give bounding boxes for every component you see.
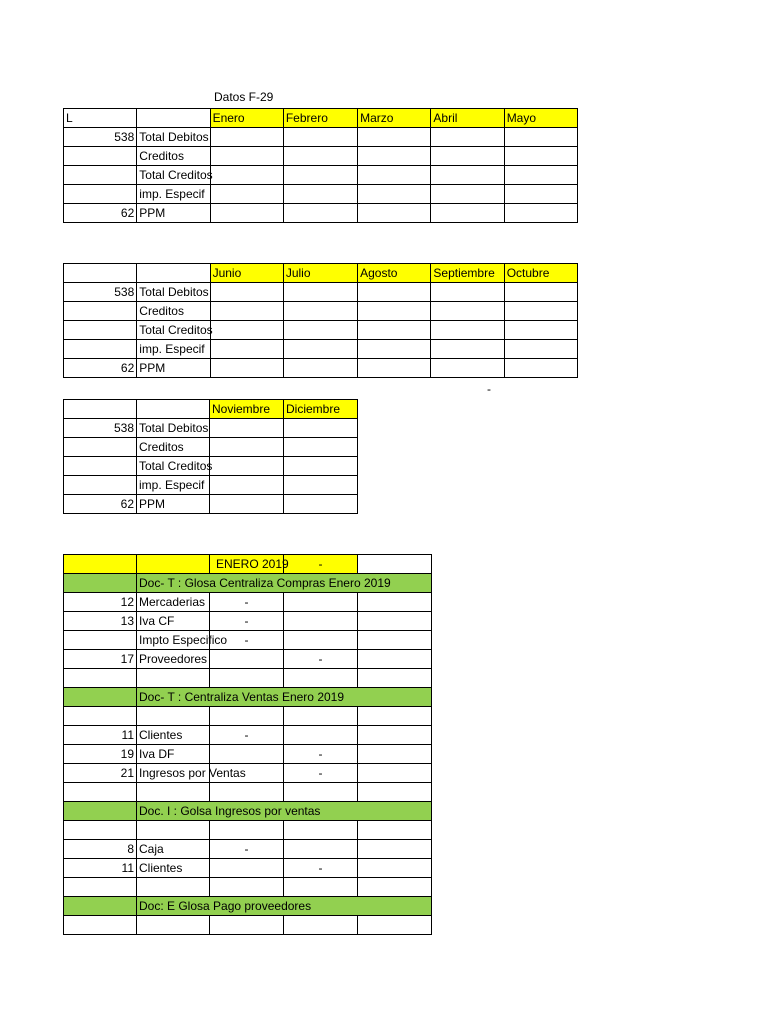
debit-cell (210, 745, 284, 764)
value-cell (283, 147, 357, 166)
row-label-text: Total Creditos (139, 323, 213, 337)
row-label (137, 476, 210, 495)
f29-table-junio-octubre (63, 263, 578, 378)
value-cell (284, 438, 358, 457)
credit-cell (284, 783, 358, 802)
ledger-entry-row (64, 859, 432, 878)
account-code (64, 321, 137, 340)
value-cell (210, 495, 284, 514)
ledger-section-row (64, 688, 432, 707)
value-cell (210, 185, 283, 204)
value-cell (504, 340, 577, 359)
debit-cell (210, 859, 284, 878)
account-name-text: Mercaderias (139, 595, 206, 609)
account-code (64, 669, 137, 688)
value-cell (358, 340, 431, 359)
blank-cell (358, 783, 432, 802)
debit-cell (210, 878, 284, 897)
blank-cell (64, 802, 137, 821)
account-name-text: Clientes (139, 861, 183, 875)
value-cell (210, 147, 283, 166)
blank-cell (358, 669, 432, 688)
table-row (64, 476, 358, 495)
stray-dash: - (487, 382, 491, 396)
ledger-entry-row (64, 612, 432, 631)
ledger-entry-row (64, 650, 432, 669)
blank-cell (64, 574, 137, 593)
table-row (64, 283, 578, 302)
value-cell (283, 185, 357, 204)
row-label (137, 419, 210, 438)
corner-cell (64, 264, 137, 283)
row-label (137, 495, 210, 514)
row-label-text: PPM (139, 361, 166, 375)
ledger-dash: - (284, 555, 358, 574)
month-header: Abril (431, 109, 504, 128)
value-cell (210, 128, 283, 147)
table-row (64, 204, 578, 223)
value-cell (283, 359, 357, 378)
account-code (64, 631, 137, 650)
month-header: Marzo (358, 109, 431, 128)
month-header: Julio (283, 264, 357, 283)
table-row (64, 438, 358, 457)
account-code (64, 916, 137, 935)
f29-table-noviembre-diciembre (63, 399, 358, 514)
month-header: Octubre (504, 264, 577, 283)
value-cell (210, 204, 283, 223)
account-name-text: Clientes (139, 728, 183, 742)
value-cell (504, 185, 577, 204)
account-name (137, 650, 210, 669)
table-row (64, 185, 578, 204)
row-label (137, 128, 210, 147)
value-cell (283, 283, 357, 302)
sheet-title: Datos F-29 (214, 90, 274, 104)
section-title (137, 688, 432, 707)
blank-cell (358, 650, 432, 669)
value-cell (283, 204, 357, 223)
row-label-text: Creditos (139, 304, 184, 318)
row-label (137, 147, 210, 166)
credit-cell (284, 593, 358, 612)
ledger-entry-row (64, 840, 432, 859)
account-code: 11 (64, 726, 137, 745)
value-cell (358, 128, 431, 147)
credit-cell: - (284, 859, 358, 878)
debit-cell: - (210, 840, 284, 859)
debit-cell: - (210, 631, 284, 650)
blank-cell (358, 612, 432, 631)
value-cell (504, 359, 577, 378)
debit-cell: - (210, 593, 284, 612)
account-code (64, 457, 137, 476)
credit-cell (284, 840, 358, 859)
account-name (137, 764, 246, 783)
credit-cell (284, 612, 358, 631)
account-name-text: Impto Especifico (139, 633, 228, 647)
row-label-text: Total Debitos (139, 421, 209, 435)
blank-cell (358, 707, 432, 726)
value-cell (431, 359, 504, 378)
account-code (64, 340, 137, 359)
ledger-section-row (64, 574, 432, 593)
ledger-entry-row (64, 631, 432, 650)
ledger-entry-row (64, 669, 432, 688)
row-label-text: Total Debitos (139, 285, 209, 299)
value-cell (504, 147, 577, 166)
month-header-row (64, 264, 578, 283)
credit-cell (284, 707, 358, 726)
value-cell (283, 128, 357, 147)
account-code: 538 (64, 128, 137, 147)
debit-cell: - (210, 726, 284, 745)
row-label-text: PPM (139, 206, 166, 220)
section-title-text: Doc: E Glosa Pago proveedores (139, 899, 312, 913)
account-code: 62 (64, 495, 137, 514)
value-cell (283, 340, 357, 359)
account-code: 8 (64, 840, 137, 859)
blank-cell (358, 764, 432, 783)
value-cell (431, 147, 504, 166)
account-name (137, 631, 228, 650)
corner-cell (64, 400, 137, 419)
month-header: Agosto (358, 264, 431, 283)
section-title (137, 897, 432, 916)
ledger-title-text: ENERO 2019 (216, 557, 289, 571)
debit-cell (210, 669, 284, 688)
section-title (137, 802, 432, 821)
row-label (137, 204, 210, 223)
value-cell (431, 321, 504, 340)
account-code: 19 (64, 745, 137, 764)
account-code (64, 707, 137, 726)
f29-table-enero-mayo (63, 108, 578, 223)
account-name (137, 745, 210, 764)
table-row (64, 457, 358, 476)
blank-cell (358, 745, 432, 764)
account-code (64, 147, 137, 166)
table-row (64, 359, 578, 378)
month-header: Septiembre (431, 264, 504, 283)
account-name-text: Iva CF (139, 614, 175, 628)
account-code (64, 783, 137, 802)
value-cell (210, 321, 283, 340)
ledger-entry-row (64, 878, 432, 897)
blank-cell (358, 859, 432, 878)
table-row (64, 166, 578, 185)
blank-cell (358, 555, 432, 574)
value-cell (431, 128, 504, 147)
blank-cell (64, 555, 137, 574)
month-header: Febrero (283, 109, 357, 128)
table-row (64, 128, 578, 147)
account-code: 17 (64, 650, 137, 669)
value-cell (210, 476, 284, 495)
account-code: 538 (64, 283, 137, 302)
month-header: Enero (210, 109, 283, 128)
value-cell (358, 359, 431, 378)
corner-cell: L (64, 109, 137, 128)
value-cell (504, 321, 577, 340)
ledger-enero-2019 (63, 554, 432, 935)
blank-cell (358, 726, 432, 745)
value-cell (210, 457, 284, 476)
row-label-text: imp. Especif (139, 187, 205, 201)
account-code (64, 302, 137, 321)
account-code (64, 821, 137, 840)
month-header: Noviembre (210, 400, 284, 419)
section-title-text: Doc. I : Golsa Ingresos por ventas (139, 804, 321, 818)
account-name-text: Proveedores (139, 652, 208, 666)
table-row (64, 302, 578, 321)
credit-cell (284, 631, 358, 650)
value-cell (284, 419, 358, 438)
credit-cell (284, 916, 358, 935)
account-code (64, 185, 137, 204)
account-name-text: Iva DF (139, 747, 175, 761)
account-code (64, 476, 137, 495)
ledger-entry-row (64, 707, 432, 726)
ledger-entry-row (64, 783, 432, 802)
value-cell (210, 302, 283, 321)
ledger-entry-row (64, 916, 432, 935)
row-label-text: Creditos (139, 440, 184, 454)
credit-cell (284, 669, 358, 688)
account-name (137, 859, 210, 878)
value-cell (358, 147, 431, 166)
ledger-header-row (64, 555, 432, 574)
value-cell (358, 204, 431, 223)
value-cell (210, 166, 283, 185)
value-cell (431, 340, 504, 359)
row-label (137, 185, 210, 204)
credit-cell: - (284, 650, 358, 669)
value-cell (504, 166, 577, 185)
credit-cell (284, 726, 358, 745)
value-cell (431, 204, 504, 223)
credit-cell: - (284, 764, 358, 783)
section-title (137, 574, 432, 593)
value-cell (358, 302, 431, 321)
row-label-text: Total Debitos (139, 130, 209, 144)
row-label (137, 166, 213, 185)
value-cell (431, 185, 504, 204)
blank-cell (358, 840, 432, 859)
blank-cell (358, 821, 432, 840)
account-code: 538 (64, 419, 137, 438)
blank-cell (358, 593, 432, 612)
row-label (137, 340, 210, 359)
value-cell (358, 166, 431, 185)
blank-cell (137, 109, 210, 128)
month-header-row (64, 400, 358, 419)
value-cell (431, 283, 504, 302)
account-name-text: Ingresos por Ventas (139, 766, 246, 780)
value-cell (283, 302, 357, 321)
row-label-text: Total Creditos (139, 168, 213, 182)
value-cell (504, 204, 577, 223)
ledger-title (210, 555, 289, 574)
account-name (137, 612, 210, 631)
debit-cell (210, 916, 284, 935)
account-code: 21 (64, 764, 137, 783)
row-label (137, 438, 210, 457)
value-cell (358, 283, 431, 302)
account-code: 13 (64, 612, 137, 631)
debit-cell (210, 821, 284, 840)
credit-cell (284, 878, 358, 897)
blank-cell (64, 897, 137, 916)
table-row (64, 321, 578, 340)
account-code: 11 (64, 859, 137, 878)
value-cell (504, 302, 577, 321)
account-code (64, 438, 137, 457)
account-name (137, 916, 210, 935)
table-row (64, 419, 358, 438)
account-name (137, 878, 210, 897)
value-cell (210, 419, 284, 438)
debit-cell (210, 783, 284, 802)
row-label (137, 457, 213, 476)
debit-cell: - (210, 612, 284, 631)
value-cell (283, 321, 357, 340)
value-cell (284, 476, 358, 495)
debit-cell (210, 650, 284, 669)
account-code (64, 878, 137, 897)
section-title-text: Doc- T : Centraliza Ventas Enero 2019 (139, 690, 345, 704)
value-cell (210, 283, 283, 302)
ledger-entry-row (64, 821, 432, 840)
account-name (137, 669, 210, 688)
row-label (137, 359, 210, 378)
blank-cell (358, 631, 432, 650)
blank-cell (64, 688, 137, 707)
ledger-entry-row (64, 593, 432, 612)
value-cell (358, 321, 431, 340)
account-name (137, 593, 210, 612)
value-cell (358, 185, 431, 204)
ledger-section-row (64, 802, 432, 821)
row-label (137, 302, 210, 321)
row-label-text: PPM (139, 497, 166, 511)
ledger-entry-row (64, 764, 432, 783)
row-label (137, 283, 210, 302)
ledger-entry-row (64, 745, 432, 764)
row-label-text: Total Creditos (139, 459, 213, 473)
account-name (137, 726, 210, 745)
value-cell (431, 166, 504, 185)
value-cell (210, 359, 283, 378)
ledger-section-row (64, 897, 432, 916)
account-name (137, 821, 210, 840)
credit-cell (284, 821, 358, 840)
account-code: 62 (64, 204, 137, 223)
value-cell (431, 302, 504, 321)
month-header-row (64, 109, 578, 128)
account-code: 62 (64, 359, 137, 378)
blank-cell (137, 264, 210, 283)
account-code (64, 166, 137, 185)
account-name (137, 840, 210, 859)
blank-cell (358, 878, 432, 897)
month-header: Junio (210, 264, 283, 283)
value-cell (283, 166, 357, 185)
account-name (137, 707, 210, 726)
value-cell (210, 438, 284, 457)
month-header: Mayo (504, 109, 577, 128)
value-cell (284, 495, 358, 514)
ledger-entry-row (64, 726, 432, 745)
account-name (137, 783, 210, 802)
value-cell (210, 340, 283, 359)
month-header: Diciembre (284, 400, 358, 419)
account-code: 12 (64, 593, 137, 612)
table-row (64, 495, 358, 514)
credit-cell: - (284, 745, 358, 764)
table-row (64, 340, 578, 359)
table-row (64, 147, 578, 166)
row-label-text: imp. Especif (139, 342, 205, 356)
value-cell (504, 283, 577, 302)
row-label-text: Creditos (139, 149, 184, 163)
value-cell (504, 128, 577, 147)
row-label-text: imp. Especif (139, 478, 205, 492)
section-title-text: Doc- T : Glosa Centraliza Compras Enero 2019 (139, 576, 391, 590)
blank-cell (358, 916, 432, 935)
debit-cell (210, 707, 284, 726)
row-label (137, 321, 213, 340)
value-cell (284, 457, 358, 476)
account-name-text: Caja (139, 842, 164, 856)
blank-cell (137, 400, 210, 419)
blank-cell (137, 555, 210, 574)
